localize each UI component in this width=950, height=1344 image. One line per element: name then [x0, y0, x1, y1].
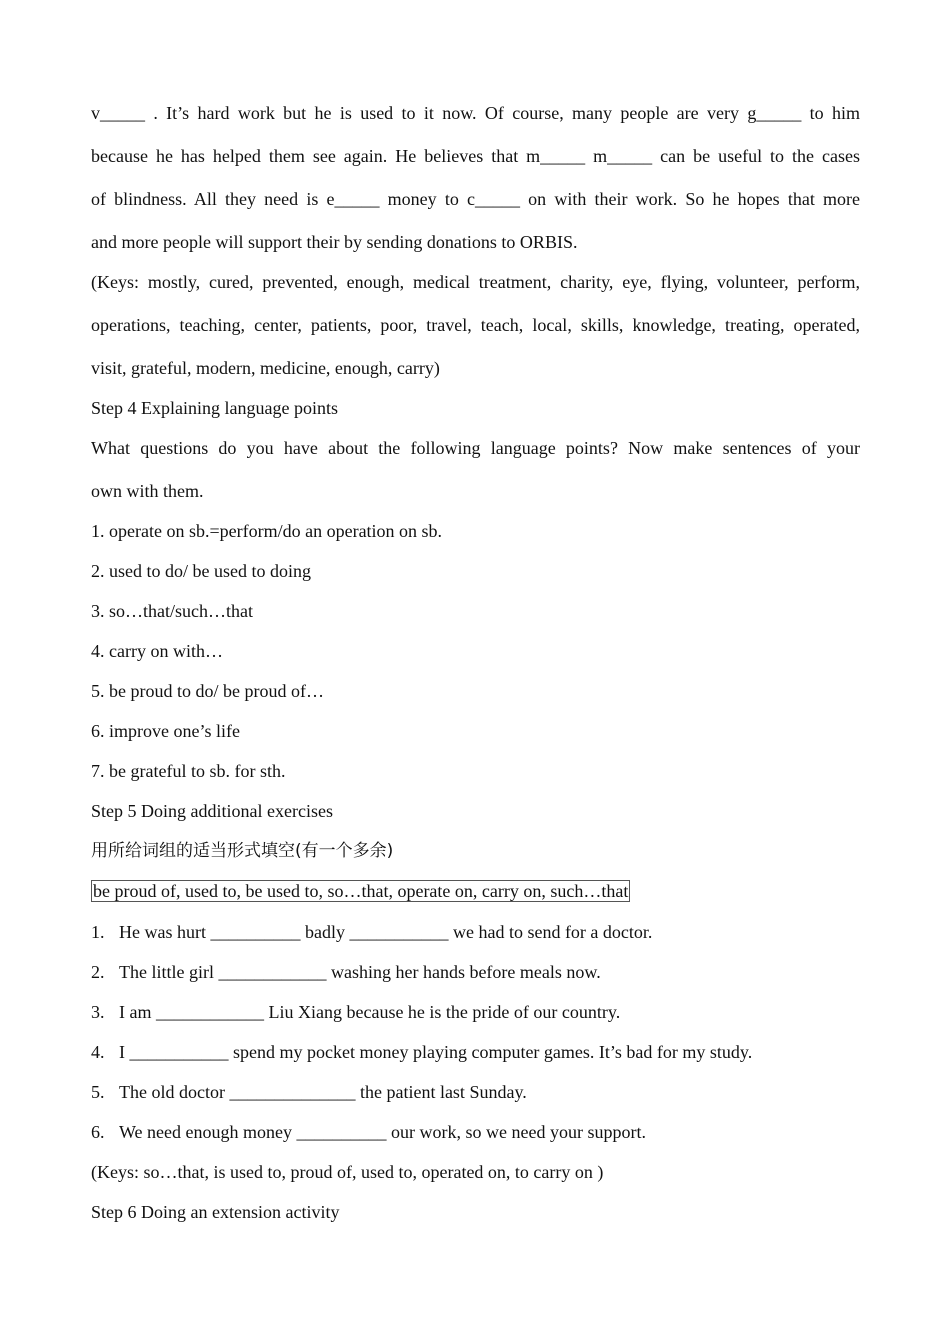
keys-line-3: visit, grateful, modern, medicine, enough, carry) [91, 358, 440, 378]
language-point: 6. improve one’s life [91, 721, 240, 741]
exercise-number: 3. [91, 1002, 105, 1022]
passage-line-1: v_____ . It’s hard work but he is used to it now. Of course, many people are very g_____ to him [91, 103, 860, 123]
exercise-item [91, 1041, 860, 1063]
language-point: 3. so…that/such…that [91, 601, 253, 621]
keys-line-2: operations, teaching, center, patients, poor, travel, teach, local, skills, knowledge, treating, operated, [91, 315, 860, 335]
language-point: 4. carry on with… [91, 641, 223, 661]
step4-intro-line-2: own with them. [91, 481, 204, 501]
exercise-number: 4. [91, 1042, 105, 1062]
step6-heading: Step 6 Doing an extension activity [91, 1202, 340, 1222]
exercise-text: The little girl ____________ washing her hands before meals now. [119, 962, 601, 982]
passage-line-2: because he has helped them see again. He believes that m_____ m_____ can be useful to the cases [91, 146, 860, 166]
step5-keys: (Keys: so…that, is used to, proud of, used to, operated on, to carry on ) [91, 1162, 604, 1182]
exercise-item [91, 1001, 860, 1023]
exercise-number: 6. [91, 1122, 105, 1142]
language-point: 5. be proud to do/ be proud of… [91, 681, 324, 701]
exercise-text: The old doctor ______________ the patient last Sunday. [119, 1082, 527, 1102]
step5-heading: Step 5 Doing additional exercises [91, 801, 333, 821]
language-point: 2. used to do/ be used to doing [91, 561, 311, 581]
step4-heading: Step 4 Explaining language points [91, 398, 338, 418]
exercise-number: 5. [91, 1082, 105, 1102]
exercise-text: I ___________ spend my pocket money playing computer games. It’s bad for my study. [119, 1042, 753, 1062]
exercise-number: 1. [91, 922, 105, 942]
word-box: be proud of, used to, be used to, so…that, operate on, carry on, such…that [93, 881, 629, 901]
exercise-item [91, 961, 860, 983]
passage-line-3: of blindness. All they need is e_____ money to c_____ on with their work. So he hopes that more [91, 189, 860, 209]
word-box-line [91, 880, 860, 902]
step4-intro-line-1: What questions do you have about the following language points? Now make sentences of your [91, 438, 860, 458]
exercise-text: He was hurt __________ badly ___________ we had to send for a doctor. [119, 922, 653, 942]
passage-line-4: and more people will support their by sending donations to ORBIS. [91, 232, 578, 252]
keys-line-1: (Keys: mostly, cured, prevented, enough, medical treatment, charity, eye, flying, volunteer, perform, [91, 272, 860, 292]
exercise-item [91, 1081, 860, 1103]
language-point: 1. operate on sb.=perform/do an operation on sb. [91, 521, 443, 541]
exercise-text: We need enough money __________ our work, so we need your support. [119, 1122, 646, 1142]
exercise-text: I am ____________ Liu Xiang because he is the pride of our country. [119, 1002, 621, 1022]
exercise-item [91, 921, 860, 943]
exercise-item [91, 1121, 860, 1143]
exercise-number: 2. [91, 962, 105, 982]
step5-instruction: 用所给词组的适当形式填空(有一个多余) [91, 841, 394, 861]
language-point: 7. be grateful to sb. for sth. [91, 761, 286, 781]
